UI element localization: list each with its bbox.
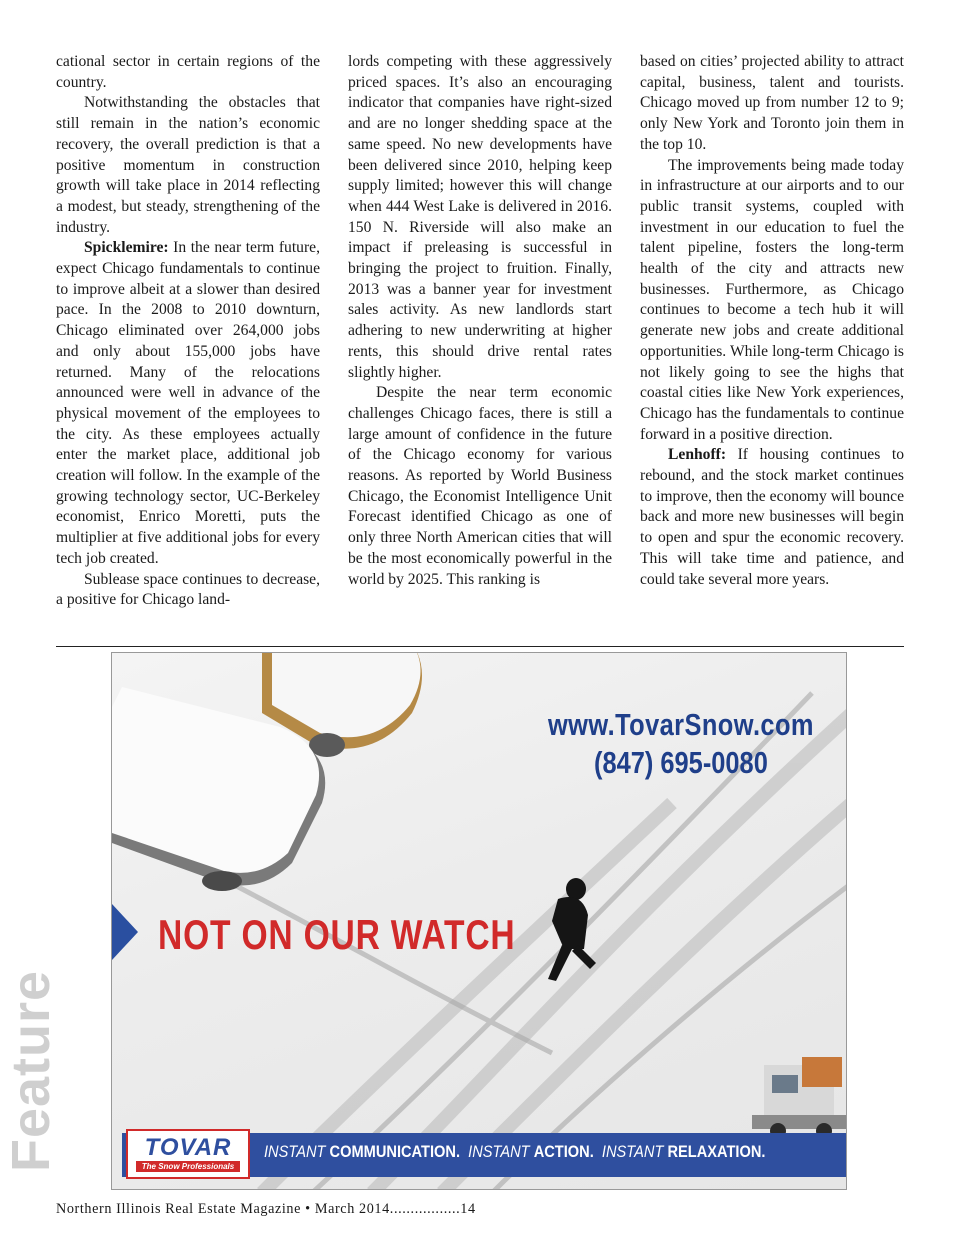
- article-columns: [56, 52, 904, 611]
- article-column-1: [56, 52, 320, 611]
- paragraph-text: In the near term future, expect Chicago fundamentals to continue to improve albeit at a slower than desired pace. In the 2008 to 2010 downturn, Chicago eliminated over 264,000 jobs and only about 155,000 jobs have returned. Many of the relocations announced were well in advance of the physical movement of the employees to the city. As these employees actually enter the market place, additional job creation will follow. In the example of the growing technology sector, UC-Berkeley economist, Enrico Moretti, puts the multiplier at five additional jobs for every tech job created.: [56, 239, 320, 567]
- slogan-word: RELAXATION.: [667, 1142, 766, 1161]
- section-divider: [56, 646, 904, 647]
- slogan-emphasis: INSTANT: [264, 1142, 326, 1161]
- paragraph: cational sector in certain regions of the country.: [56, 53, 320, 91]
- tovar-advertisement[interactable]: [111, 652, 847, 1190]
- paragraph: lords competing with these aggressively priced spaces. It’s also an encouraging indicator that companies have right-sized and are no longer shedding space at the same speed. No new developments have been delivered since 2010, helping keep supply limited; however this will change when 444 West Lake is delivered in 2016. 150 N. Riverside will also make an impact if preleasing is successful in bringing the project to fruition. Finally, 2013 was a banner year for investment sales activity. As new landlords start adhering to new underwriting at higher rents, this should drive rental rates slightly higher.: [348, 53, 612, 381]
- section-label: [1, 956, 62, 1186]
- paragraph: Despite the near term economic challenges Chicago faces, there is still a large amount of confidence in the future of the Chicago economy for various reasons. As reported by World Business Chicago, the Economist Intelligence Unit Forecast identified Chicago as one of only three North American cities that will be the most economically powerful in the world by 2025. This ranking is: [348, 384, 612, 588]
- page-footer: Northern Illinois Real Estate Magazine • March 2014.................14: [56, 1201, 476, 1217]
- article-column-3: [640, 52, 904, 611]
- snow-plow-truck: [752, 1057, 846, 1139]
- paragraph: Notwithstanding the obstacles that still remain in the nation’s economic recovery, the overall prediction is that a positive momentum in construction growth will take place in 2014 reflecting a modest, but steady, strengthening of the industry.: [56, 94, 320, 236]
- paragraph: Sublease space continues to decrease, a positive for Chicago land-: [56, 570, 320, 609]
- ad-slogan: [264, 1142, 765, 1162]
- tovar-logo: [126, 1129, 250, 1179]
- pedestrian-figure: [548, 878, 596, 981]
- paragraph: [640, 445, 904, 590]
- slogan-emphasis: INSTANT: [468, 1142, 530, 1161]
- slogan-word: ACTION.: [533, 1142, 594, 1161]
- slogan-emphasis: INSTANT: [601, 1142, 664, 1161]
- paragraph: The improvements being made today in infrastructure at our airports and to our public transit systems, coupled with investment in our education to fuel the talent pipeline, fosters the long-term health of the city and attracts new businesses. Furthermore, as Chicago continues to become a tech hub it will generate new jobs and create additional opportunities. While long-term Chicago is not likely going to see the highs that coastal cities like New York experiences, Chicago has the fundamentals to continue forward in a positive direction.: [640, 156, 904, 443]
- paragraph: [56, 238, 320, 569]
- ad-website-url[interactable]: www.TovarSnow.com: [548, 707, 814, 742]
- ad-tagline: NOT ON OUR WATCH: [158, 911, 516, 958]
- logo-subtitle: The Snow Professionals: [136, 1161, 240, 1172]
- article-column-2: [348, 52, 612, 611]
- speaker-name: Spicklemire:: [84, 239, 169, 257]
- paragraph: based on cities’ projected ability to attract capital, business, talent and tourists. Chicago moved up from number 12 to 9; only New York and Toronto join them in the top 10.: [640, 53, 904, 153]
- paragraph-text: If housing continues to rebound, and the stock market continues to improve, then the economy will bounce back and more new businesses will begin to open and spur the economic recovery. This will take time and patience, and could take several more years.: [640, 446, 904, 588]
- logo-name: TOVAR: [144, 1134, 232, 1161]
- slogan-word: COMMUNICATION.: [329, 1142, 461, 1161]
- arrow-marker-icon: [112, 904, 138, 960]
- speaker-name: Lenhoff:: [668, 446, 727, 464]
- ad-phone-number[interactable]: (847) 695-0080: [594, 745, 768, 780]
- section-label-text: Feature: [1, 969, 62, 1173]
